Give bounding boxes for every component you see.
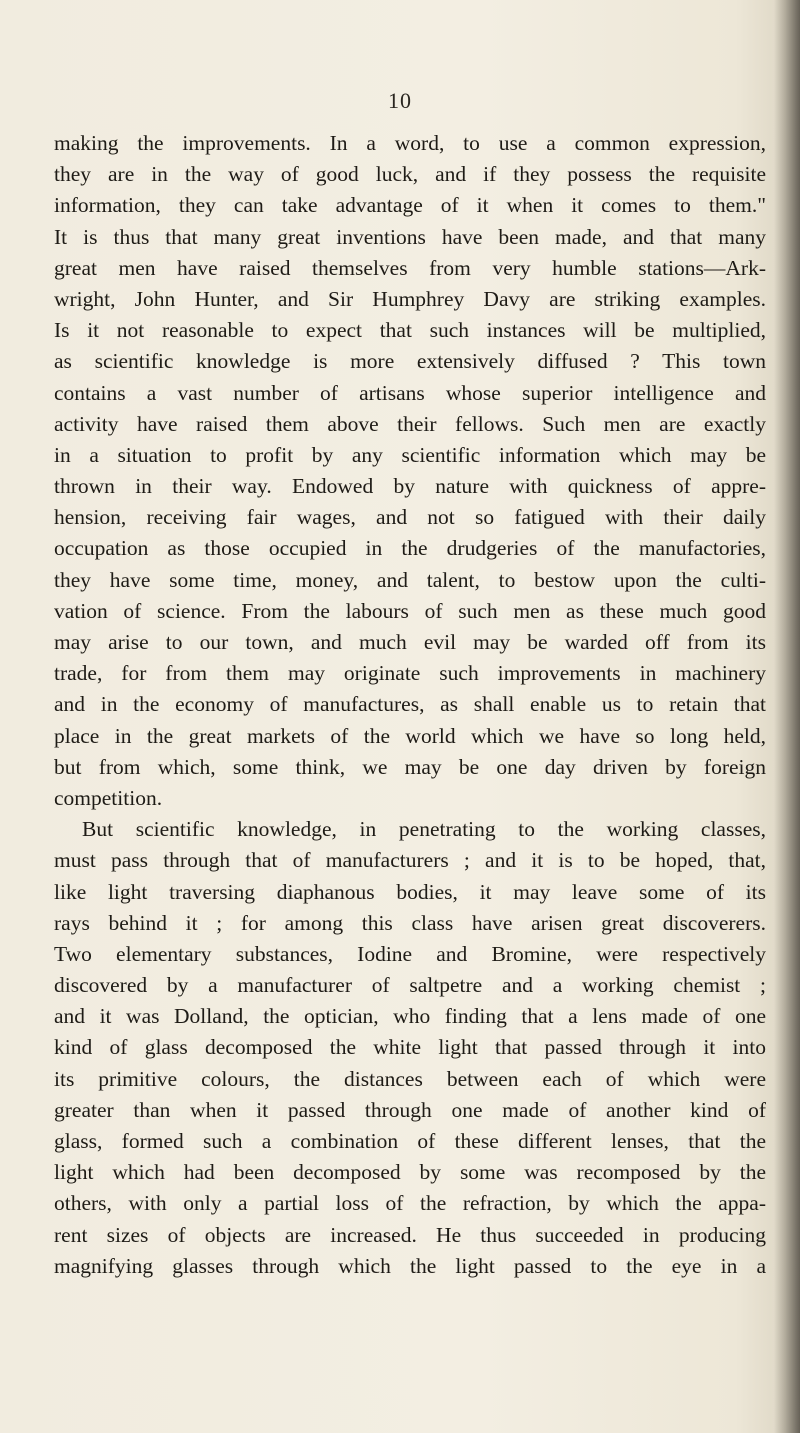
text-line: occupation as those occupied in the drudgeries of the manufactories, <box>54 536 766 561</box>
text-line: It is thus that many great inventions have been made, and that many <box>54 224 766 249</box>
text-line: they have some time, money, and talent, to bestow upon the culti- <box>54 567 766 592</box>
text-line: hension, receiving fair wages, and not so fatigued with their daily <box>54 505 766 530</box>
text-line: they are in the way of good luck, and if they possess the requisite <box>54 162 766 187</box>
text-line: but from which, some think, we may be one day driven by foreign <box>54 754 766 779</box>
text-line: greater than when it passed through one made of another kind of <box>54 1097 766 1122</box>
text-line: But scientific knowledge, in penetrating to the working classes, <box>82 817 766 842</box>
text-line: wright, John Hunter, and Sir Humphrey Davy are striking examples. <box>54 286 766 311</box>
text-line: in a situation to profit by any scientific information which may be <box>54 442 766 467</box>
text-line: rent sizes of objects are increased. He thus succeeded in producing <box>54 1222 766 1247</box>
text-line: and it was Dolland, the optician, who finding that a lens made of one <box>54 1004 766 1029</box>
text-line: Two elementary substances, Iodine and Bromine, were respectively <box>54 941 766 966</box>
text-line: Is it not reasonable to expect that such instances will be multiplied, <box>54 318 766 343</box>
text-line: contains a vast number of artisans whose superior intelligence and <box>54 380 766 405</box>
text-line: its primitive colours, the distances between each of which were <box>54 1066 766 1091</box>
paragraph-1 <box>54 128 766 814</box>
text-line: great men have raised themselves from very humble stations—Ark- <box>54 255 766 280</box>
text-line: making the improvements. In a word, to use a common expression, <box>54 131 766 155</box>
text-line: trade, for from them may originate such improvements in machinery <box>54 661 766 686</box>
text-line: thrown in their way. Endowed by nature with quickness of appre- <box>54 474 766 499</box>
text-line: may arise to our town, and much evil may be warded off from its <box>54 630 766 654</box>
text-line: vation of science. From the labours of such men as these much good <box>54 598 766 623</box>
text-line: place in the great markets of the world which we have so long held, <box>54 723 766 748</box>
text-line: and in the economy of manufactures, as shall enable us to retain that <box>54 692 766 717</box>
text-line: must pass through that of manufacturers ; and it is to be hoped, that, <box>54 848 766 873</box>
body-text <box>54 128 766 1282</box>
text-line: information, they can take advantage of it when it comes to them." <box>54 193 766 218</box>
text-line: discovered by a manufacturer of saltpetre and a working chemist ; <box>54 973 766 998</box>
text-line: light which had been decomposed by some was recomposed by the <box>54 1160 766 1185</box>
text-line: rays behind it ; for among this class have arisen great discoverers. <box>54 910 766 935</box>
page-edge-shadow <box>774 0 800 1433</box>
page-number: 10 <box>388 88 412 113</box>
paragraph-2 <box>54 814 766 1282</box>
text-line: magnifying glasses through which the light passed to the eye in a <box>54 1253 766 1278</box>
text-line: kind of glass decomposed the white light that passed through it into <box>54 1035 766 1060</box>
text-line: glass, formed such a combination of these different lenses, that the <box>54 1129 766 1153</box>
text-line: competition. <box>54 785 163 810</box>
text-line: activity have raised them above their fellows. Such men are exactly <box>54 411 766 436</box>
text-line: others, with only a partial loss of the refraction, by which the appa- <box>54 1191 766 1216</box>
text-line: like light traversing diaphanous bodies, it may leave some of its <box>54 879 766 904</box>
text-line: as scientific knowledge is more extensively diffused ? This town <box>54 349 766 374</box>
